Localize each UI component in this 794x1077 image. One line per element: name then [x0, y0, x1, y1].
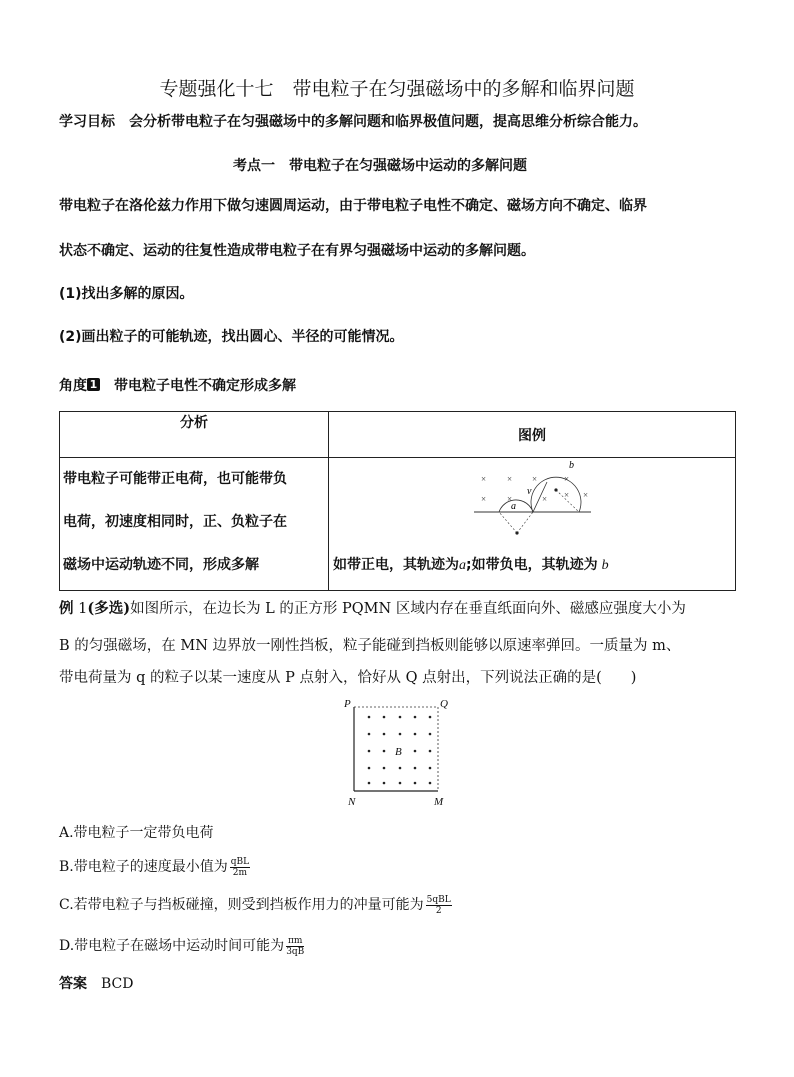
table-head-figure: 图例 — [329, 412, 736, 458]
option-b — [59, 856, 250, 878]
option-b-fraction: $\frac{\text{qBL}}{2m}$ — [230, 856, 250, 878]
option-c-text: C.若带电粒子与挡板碰撞，则受到挡板作用力的冲量可能为 — [59, 897, 424, 913]
example-line-1 — [59, 597, 686, 618]
angle-prefix: 角度 — [59, 378, 87, 394]
step-1: (1)找出多解的原因。 — [59, 286, 194, 302]
field-cross: × — [507, 494, 513, 504]
field-cross: × — [481, 494, 487, 504]
label-v: v — [527, 486, 532, 497]
example-number: 1 — [78, 601, 88, 617]
trajectory-a — [499, 500, 533, 512]
example-text-1: 如图所示，在边长为 L 的正方形 PQMN 区域内存在垂直纸面向外、磁感应强度大小为 — [130, 601, 686, 617]
field-cross: × — [542, 494, 548, 504]
label-b: b — [569, 460, 574, 471]
field-cross: × — [532, 474, 538, 484]
option-a: A.带电粒子一定带负电荷 — [59, 825, 214, 841]
angle-title: 带电粒子电性不确定形成多解 — [114, 378, 296, 394]
radius-dash — [517, 512, 533, 533]
label-m: M — [434, 796, 444, 808]
answer-value: BCD — [101, 976, 134, 992]
analysis-line-3: 磁场中运动轨迹不同，形成多解 — [63, 557, 259, 573]
example-line-2: B 的匀强磁场，在 MN 边界放一刚性挡板，粒子能碰到挡板则能够以原速率弹回。一质量为 m、 — [59, 638, 681, 654]
analysis-line-1: 带电粒子可能带正电荷，也可能带负 — [63, 471, 287, 487]
intro-line-2: 状态不确定、运动的往复性造成带电粒子在有界匀强磁场中运动的多解问题。 — [59, 243, 535, 259]
goal-text: 会分析带电粒子在匀强磁场中的多解问题和临界极值问题，提高思维分析综合能力。 — [129, 114, 647, 130]
analysis-table — [59, 411, 736, 591]
caption-var-b: b — [601, 558, 609, 573]
angle-heading — [59, 375, 296, 395]
angle-number-badge: 1 — [87, 378, 100, 391]
section-heading: 考点一 带电粒子在匀强磁场中运动的多解问题 — [233, 158, 527, 174]
square-field-figure — [342, 697, 452, 809]
caption-negative: ;如带负电，其轨迹为 — [466, 557, 598, 573]
option-c-fraction: $\frac{\text{5qBL}}{2}$ — [426, 894, 451, 916]
charge-trajectory-figure — [469, 460, 609, 550]
option-d-text: D.带电粒子在磁场中运动时间可能为 — [59, 938, 285, 954]
figure-caption — [333, 554, 609, 574]
answer-label: 答案 — [59, 976, 87, 992]
option-b-text: B.带电粒子的速度最小值为 — [59, 859, 228, 875]
step-2: (2)画出粒子的可能轨迹，找出圆心、半径的可能情况。 — [59, 329, 404, 345]
option-c — [59, 894, 452, 916]
field-cross: × — [507, 474, 513, 484]
label-q: Q — [440, 698, 448, 710]
answer — [59, 973, 133, 993]
field-cross: × — [481, 474, 487, 484]
intro-line-1: 带电粒子在洛伦兹力作用下做匀速圆周运动，由于带电粒子电性不确定、磁场方向不确定、临界 — [59, 198, 647, 214]
label-n: N — [348, 796, 356, 808]
table-analysis-cell — [60, 458, 329, 591]
label-a: a — [511, 501, 516, 512]
field-cross: × — [564, 474, 570, 484]
caption-positive: 如带正电，其轨迹为 — [333, 557, 459, 573]
learning-goal — [59, 111, 647, 131]
goal-label: 学习目标 — [59, 114, 115, 130]
field-cross: × — [583, 490, 589, 500]
option-d — [59, 935, 304, 957]
caption-var-a: a — [459, 558, 466, 573]
field-cross: × — [564, 490, 570, 500]
center-dot — [554, 488, 557, 491]
table-head-analysis: 分析 — [60, 412, 329, 458]
page-title: 专题强化十七 带电粒子在匀强磁场中的多解和临界问题 — [159, 78, 635, 100]
center-dot — [515, 531, 518, 534]
example-line-3: 带电荷量为 q 的粒子以某一速度从 P 点射入，恰好从 Q 点射出，下列说法正确的是( ) — [59, 670, 637, 686]
example-tag: (多选) — [87, 600, 131, 617]
label-p: P — [344, 698, 351, 710]
table-figure-cell — [329, 458, 736, 591]
analysis-line-2: 电荷，初速度相同时，正、负粒子在 — [63, 514, 287, 530]
radius-dash — [499, 512, 517, 533]
example-label: 例 — [59, 600, 74, 617]
option-d-fraction: $\frac{\pi m}{3qB}$ — [286, 935, 305, 957]
label-b-field: B — [395, 746, 402, 758]
